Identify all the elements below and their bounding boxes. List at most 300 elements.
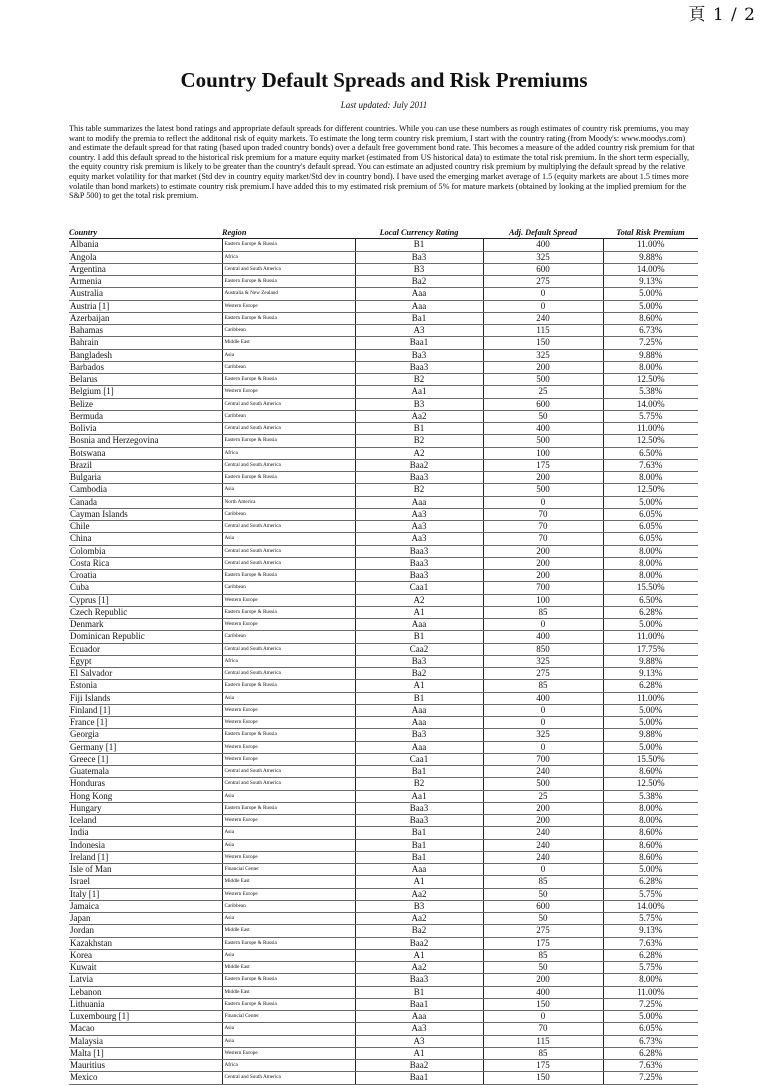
cell-rating: Ba1 (355, 839, 483, 851)
cell-premium: 7.63% (603, 937, 698, 949)
table-row (69, 925, 698, 937)
cell-premium: 9.88% (603, 729, 698, 741)
cell-country: Bulgaria (69, 472, 222, 484)
cell-country: Czech Republic (69, 606, 222, 618)
cell-region: Central and South America (222, 545, 355, 557)
cell-country: Armenia (69, 276, 222, 288)
cell-country: Malaysia (69, 1035, 222, 1047)
cell-premium: 8.60% (603, 851, 698, 863)
cell-region: Financial Center (222, 864, 355, 876)
cell-country: Ecuador (69, 643, 222, 655)
table-row (69, 778, 698, 790)
cell-country: Cyprus [1] (69, 594, 222, 606)
cell-premium: 8.60% (603, 766, 698, 778)
cell-region: Eastern Europe & Russia (222, 239, 355, 251)
cell-region: Asia (222, 1023, 355, 1035)
cell-country: Bosnia and Herzegovina (69, 435, 222, 447)
cell-country: Azerbaijan (69, 312, 222, 324)
table-row (69, 398, 698, 410)
cell-country: Botswana (69, 447, 222, 459)
cell-region: Asia (222, 484, 355, 496)
table-row (69, 741, 698, 753)
table-row (69, 790, 698, 802)
cell-country: El Salvador (69, 668, 222, 680)
cell-premium: 8.00% (603, 570, 698, 582)
cell-premium: 6.05% (603, 1023, 698, 1035)
cell-rating: Aaa (355, 496, 483, 508)
cell-country: Denmark (69, 619, 222, 631)
table-row (69, 386, 698, 398)
cell-spread: 0 (483, 704, 603, 716)
cell-premium: 6.28% (603, 1047, 698, 1059)
cell-region: Eastern Europe & Russia (222, 998, 355, 1010)
cell-premium: 8.00% (603, 557, 698, 569)
table-row (69, 239, 698, 251)
cell-rating: Ba2 (355, 925, 483, 937)
cell-region: Eastern Europe & Russia (222, 472, 355, 484)
cell-region: Middle East (222, 962, 355, 974)
cell-spread: 400 (483, 692, 603, 704)
cell-region: Asia (222, 839, 355, 851)
cell-rating: Ba3 (355, 349, 483, 361)
cell-spread: 0 (483, 300, 603, 312)
table-row (69, 459, 698, 471)
cell-country: Isle of Man (69, 864, 222, 876)
cell-spread: 85 (483, 606, 603, 618)
cell-rating: Ba2 (355, 276, 483, 288)
cell-spread: 200 (483, 802, 603, 814)
last-updated: Last updated: July 2011 (340, 100, 428, 110)
cell-spread: 325 (483, 349, 603, 361)
cell-rating: Baa3 (355, 545, 483, 557)
cell-spread: 175 (483, 937, 603, 949)
cell-country: Hong Kong (69, 790, 222, 802)
cell-rating: A1 (355, 606, 483, 618)
cell-premium: 5.00% (603, 717, 698, 729)
cell-region: Central and South America (222, 557, 355, 569)
cell-premium: 11.00% (603, 423, 698, 435)
cell-premium: 5.75% (603, 410, 698, 422)
cell-spread: 175 (483, 459, 603, 471)
table-row (69, 753, 698, 765)
cell-spread: 85 (483, 949, 603, 961)
cell-premium: 5.38% (603, 790, 698, 802)
table-row (69, 962, 698, 974)
cell-premium: 6.05% (603, 508, 698, 520)
cell-region: Caribbean (222, 582, 355, 594)
cell-premium: 8.00% (603, 361, 698, 373)
table-row (69, 619, 698, 631)
cell-spread: 850 (483, 643, 603, 655)
table-row (69, 545, 698, 557)
cell-country: Albania (69, 239, 222, 251)
cell-rating: B1 (355, 631, 483, 643)
cell-premium: 6.73% (603, 1035, 698, 1047)
table-row (69, 1072, 698, 1084)
table-row (69, 300, 698, 312)
cell-rating: B1 (355, 239, 483, 251)
table-row (69, 998, 698, 1010)
cell-spread: 400 (483, 423, 603, 435)
cell-premium: 8.00% (603, 815, 698, 827)
cell-region: Central and South America (222, 459, 355, 471)
cell-country: Japan (69, 913, 222, 925)
cell-premium: 8.60% (603, 839, 698, 851)
cell-rating: Ba1 (355, 827, 483, 839)
cell-country: Israel (69, 876, 222, 888)
table-row (69, 251, 698, 263)
cell-premium: 5.00% (603, 288, 698, 300)
cell-country: Bahrain (69, 337, 222, 349)
header-premium: Total Risk Premium (603, 227, 698, 239)
cell-country: Estonia (69, 680, 222, 692)
cell-premium: 7.25% (603, 998, 698, 1010)
table-row (69, 766, 698, 778)
cell-region: Western Europe (222, 851, 355, 863)
cell-premium: 15.50% (603, 582, 698, 594)
cell-spread: 275 (483, 276, 603, 288)
cell-region: Africa (222, 447, 355, 459)
header-country: Country (69, 227, 222, 239)
table-row (69, 521, 698, 533)
cell-premium: 5.75% (603, 888, 698, 900)
cell-rating: Baa1 (355, 998, 483, 1010)
table-row (69, 815, 698, 827)
cell-rating: Caa1 (355, 753, 483, 765)
cell-spread: 0 (483, 864, 603, 876)
table-row (69, 937, 698, 949)
table-row (69, 851, 698, 863)
cell-spread: 70 (483, 533, 603, 545)
cell-spread: 325 (483, 729, 603, 741)
cell-country: Angola (69, 251, 222, 263)
cell-region: Financial Center (222, 1011, 355, 1023)
cell-region: Caribbean (222, 410, 355, 422)
cell-country: Jamaica (69, 900, 222, 912)
cell-rating: Aa2 (355, 962, 483, 974)
table-row (69, 974, 698, 986)
cell-country: Indonesia (69, 839, 222, 851)
cell-rating: A2 (355, 447, 483, 459)
cell-rating: Aa2 (355, 888, 483, 900)
cell-premium: 6.05% (603, 521, 698, 533)
cell-spread: 150 (483, 998, 603, 1010)
header-region: Region (222, 227, 355, 239)
cell-rating: Ba2 (355, 668, 483, 680)
table-row (69, 1023, 698, 1035)
table-row (69, 643, 698, 655)
cell-country: Guatemala (69, 766, 222, 778)
cell-region: Central and South America (222, 263, 355, 275)
cell-country: France [1] (69, 717, 222, 729)
cell-spread: 70 (483, 521, 603, 533)
cell-spread: 700 (483, 753, 603, 765)
cell-country: China (69, 533, 222, 545)
cell-country: Austria [1] (69, 300, 222, 312)
cell-rating: B1 (355, 423, 483, 435)
cell-spread: 240 (483, 766, 603, 778)
cell-rating: A1 (355, 876, 483, 888)
cell-spread: 400 (483, 631, 603, 643)
cell-rating: Ba1 (355, 851, 483, 863)
cell-country: Bahamas (69, 325, 222, 337)
cell-country: Kazakhstan (69, 937, 222, 949)
cell-region: Central and South America (222, 398, 355, 410)
cell-region: Asia (222, 913, 355, 925)
cell-premium: 11.00% (603, 239, 698, 251)
cell-rating: Aaa (355, 1011, 483, 1023)
cell-spread: 500 (483, 435, 603, 447)
table-row (69, 1047, 698, 1059)
cell-spread: 325 (483, 655, 603, 667)
cell-country: Australia (69, 288, 222, 300)
cell-spread: 600 (483, 398, 603, 410)
cell-premium: 9.13% (603, 668, 698, 680)
cell-region: Asia (222, 692, 355, 704)
cell-rating: B1 (355, 986, 483, 998)
cell-country: Korea (69, 949, 222, 961)
cell-spread: 600 (483, 263, 603, 275)
cell-premium: 6.05% (603, 533, 698, 545)
cell-premium: 5.00% (603, 496, 698, 508)
cell-spread: 240 (483, 312, 603, 324)
cell-rating: Aaa (355, 619, 483, 631)
cell-premium: 7.25% (603, 1072, 698, 1084)
cell-spread: 200 (483, 557, 603, 569)
cell-region: Western Europe (222, 753, 355, 765)
table-row (69, 276, 698, 288)
cell-rating: Baa3 (355, 361, 483, 373)
cell-region: Central and South America (222, 1072, 355, 1084)
cell-rating: Baa3 (355, 472, 483, 484)
document-title: Country Default Spreads and Risk Premiums (180, 68, 588, 92)
cell-premium: 8.60% (603, 312, 698, 324)
cell-spread: 175 (483, 1060, 603, 1072)
cell-rating: A2 (355, 594, 483, 606)
cell-spread: 100 (483, 594, 603, 606)
cell-spread: 50 (483, 913, 603, 925)
cell-rating: Aa1 (355, 386, 483, 398)
table-row (69, 288, 698, 300)
cell-rating: Baa3 (355, 570, 483, 582)
cell-country: Finland [1] (69, 704, 222, 716)
cell-rating: A3 (355, 1035, 483, 1047)
table-row (69, 263, 698, 275)
table-row (69, 435, 698, 447)
table-row (69, 410, 698, 422)
cell-premium: 5.00% (603, 1011, 698, 1023)
cell-region: Caribbean (222, 325, 355, 337)
table-row (69, 631, 698, 643)
cell-region: Eastern Europe & Russia (222, 374, 355, 386)
table-row (69, 582, 698, 594)
cell-country: Kuwait (69, 962, 222, 974)
cell-premium: 8.00% (603, 472, 698, 484)
table-row (69, 374, 698, 386)
cell-country: Greece [1] (69, 753, 222, 765)
cell-premium: 6.28% (603, 876, 698, 888)
cell-region: Eastern Europe & Russia (222, 937, 355, 949)
cell-spread: 200 (483, 545, 603, 557)
cell-premium: 14.00% (603, 263, 698, 275)
cell-region: Africa (222, 1060, 355, 1072)
cell-rating: Baa2 (355, 1060, 483, 1072)
cell-spread: 50 (483, 962, 603, 974)
cell-region: Western Europe (222, 386, 355, 398)
table-row (69, 655, 698, 667)
table-row (69, 839, 698, 851)
table-row (69, 533, 698, 545)
cell-rating: Aa3 (355, 1023, 483, 1035)
cell-region: Eastern Europe & Russia (222, 312, 355, 324)
cell-premium: 5.00% (603, 741, 698, 753)
cell-premium: 15.50% (603, 753, 698, 765)
cell-premium: 12.50% (603, 374, 698, 386)
page-indicator: 頁 1 / 2 (688, 5, 756, 25)
cell-premium: 17.75% (603, 643, 698, 655)
cell-region: Middle East (222, 337, 355, 349)
cell-premium: 5.75% (603, 913, 698, 925)
table-row (69, 827, 698, 839)
cell-region: Asia (222, 349, 355, 361)
table-row (69, 913, 698, 925)
cell-premium: 6.28% (603, 949, 698, 961)
cell-country: Bermuda (69, 410, 222, 422)
cell-premium: 11.00% (603, 692, 698, 704)
cell-region: Middle East (222, 925, 355, 937)
cell-premium: 12.50% (603, 484, 698, 496)
cell-country: Fiji Islands (69, 692, 222, 704)
cell-spread: 85 (483, 1047, 603, 1059)
cell-premium: 5.75% (603, 962, 698, 974)
cell-premium: 9.13% (603, 925, 698, 937)
cell-country: Malta [1] (69, 1047, 222, 1059)
cell-region: Eastern Europe & Russia (222, 606, 355, 618)
cell-spread: 0 (483, 496, 603, 508)
cell-rating: B2 (355, 435, 483, 447)
cell-region: Asia (222, 1035, 355, 1047)
cell-spread: 115 (483, 325, 603, 337)
cell-region: Central and South America (222, 423, 355, 435)
cell-spread: 240 (483, 851, 603, 863)
cell-spread: 200 (483, 472, 603, 484)
cell-premium: 12.50% (603, 435, 698, 447)
cell-region: Caribbean (222, 900, 355, 912)
cell-country: Ireland [1] (69, 851, 222, 863)
cell-rating: Ba3 (355, 655, 483, 667)
cell-premium: 5.00% (603, 864, 698, 876)
cell-spread: 0 (483, 619, 603, 631)
cell-spread: 200 (483, 570, 603, 582)
table-row (69, 900, 698, 912)
cell-spread: 25 (483, 386, 603, 398)
cell-country: Canada (69, 496, 222, 508)
cell-rating: A1 (355, 949, 483, 961)
cell-premium: 9.88% (603, 251, 698, 263)
table-row (69, 1011, 698, 1023)
cell-region: Western Europe (222, 1047, 355, 1059)
table-row (69, 349, 698, 361)
cell-rating: Aa2 (355, 410, 483, 422)
table-row (69, 447, 698, 459)
cell-premium: 9.88% (603, 349, 698, 361)
table-row (69, 986, 698, 998)
cell-spread: 150 (483, 337, 603, 349)
cell-premium: 12.50% (603, 778, 698, 790)
cell-country: Macao (69, 1023, 222, 1035)
table-row (69, 876, 698, 888)
cell-rating: Baa3 (355, 815, 483, 827)
table-header-row (69, 227, 698, 239)
cell-region: Western Europe (222, 704, 355, 716)
cell-region: Middle East (222, 986, 355, 998)
cell-country: Belize (69, 398, 222, 410)
cell-spread: 325 (483, 251, 603, 263)
cell-region: Western Europe (222, 717, 355, 729)
cell-region: Asia (222, 790, 355, 802)
cell-spread: 85 (483, 680, 603, 692)
cell-region: Caribbean (222, 361, 355, 373)
cell-country: Jordan (69, 925, 222, 937)
cell-region: Central and South America (222, 778, 355, 790)
cell-country: India (69, 827, 222, 839)
cell-rating: A1 (355, 1047, 483, 1059)
cell-spread: 0 (483, 717, 603, 729)
cell-region: Eastern Europe & Russia (222, 276, 355, 288)
cell-region: Asia (222, 533, 355, 545)
table-row (69, 508, 698, 520)
cell-rating: Baa2 (355, 937, 483, 949)
cell-premium: 5.00% (603, 619, 698, 631)
cell-country: Georgia (69, 729, 222, 741)
cell-premium: 14.00% (603, 398, 698, 410)
cell-rating: Aa3 (355, 533, 483, 545)
cell-region: Eastern Europe & Russia (222, 435, 355, 447)
cell-rating: B2 (355, 484, 483, 496)
cell-country: Brazil (69, 459, 222, 471)
cell-country: Argentina (69, 263, 222, 275)
cell-region: Australia & New Zealand (222, 288, 355, 300)
cell-rating: Aaa (355, 704, 483, 716)
cell-country: Cayman Islands (69, 508, 222, 520)
cell-country: Colombia (69, 545, 222, 557)
cell-region: Eastern Europe & Russia (222, 680, 355, 692)
cell-spread: 0 (483, 288, 603, 300)
cell-region: Africa (222, 655, 355, 667)
cell-premium: 8.00% (603, 802, 698, 814)
cell-country: Italy [1] (69, 888, 222, 900)
table-row (69, 484, 698, 496)
cell-region: Central and South America (222, 668, 355, 680)
cell-region: Western Europe (222, 619, 355, 631)
cell-spread: 115 (483, 1035, 603, 1047)
cell-region: Middle East (222, 876, 355, 888)
table-row (69, 704, 698, 716)
cell-country: Mauritius (69, 1060, 222, 1072)
cell-spread: 500 (483, 778, 603, 790)
cell-spread: 0 (483, 1011, 603, 1023)
cell-premium: 6.28% (603, 606, 698, 618)
cell-region: Africa (222, 251, 355, 263)
cell-region: Asia (222, 827, 355, 839)
table-row (69, 423, 698, 435)
table-row (69, 680, 698, 692)
cell-premium: 7.63% (603, 459, 698, 471)
table-row (69, 570, 698, 582)
cell-country: Barbados (69, 361, 222, 373)
cell-premium: 8.60% (603, 827, 698, 839)
cell-country: Lebanon (69, 986, 222, 998)
